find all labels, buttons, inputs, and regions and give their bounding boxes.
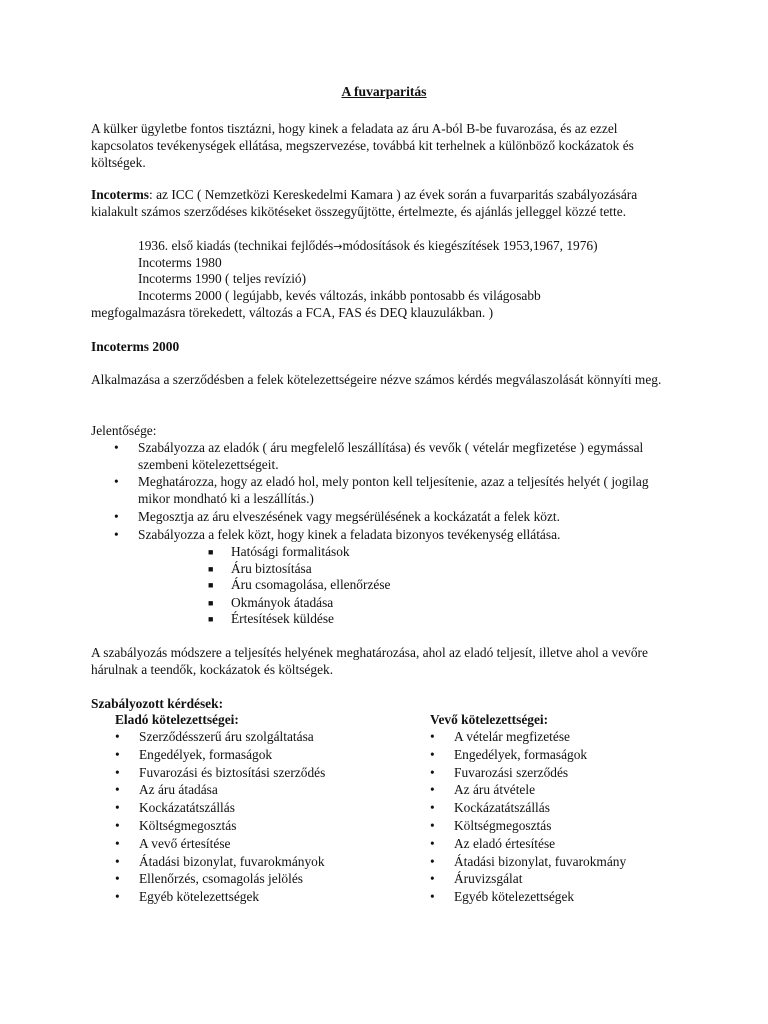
bullet-icon: • (430, 889, 435, 905)
bullet-icon: • (430, 871, 435, 887)
bullet-icon: • (115, 782, 120, 798)
bullet-icon: • (114, 527, 119, 542)
bullet-icon: • (114, 440, 119, 455)
bullet-icon: • (430, 729, 435, 744)
bullet-icon: • (115, 818, 120, 833)
bullet-icon: • (115, 746, 120, 762)
bullet-icon: • (114, 509, 119, 524)
method-paragraph: A szabályozás módszere a teljesítés helyének meghatározása, ahol az eladó teljesít, illetve ahol a vevőre hárulnak a teendők, kockázatok és költségek. (91, 645, 648, 677)
square-bullet-icon: ■ (208, 564, 214, 574)
bullet-icon: • (115, 889, 120, 905)
bullet-icon: • (430, 746, 435, 762)
incoterms-text: : az ICC ( Nemzetközi Kereskedelmi Kamara ) az évek során a fuvarparitás szabályozására kialakult számos szerződéses kikötéseket összegyűjtötte, értelmezte, és ajánlás jelleggel közzé tette. (91, 187, 638, 219)
document-page: A fuvarparitás A külker ügyletbe fontos tisztázni, hogy kinek a feladata az áru A-ból B-be fuvarozása, és az ezzel kapcsolatos tevékenységek ellátása, megszervezése, továbbá kit terhelnek a különböző kockázatok és költségek. Incoterms: az ICC ( Nemzetközi Kereskedelmi Kamara ) az évek során a fuvarparitás szabályozására kialakult számos szerződéses kikötéseket összegyűjtötte, értelmezte, és ajánlás jelleggel közzé tette. 1936. első kiadás (technikai fejlődés→módosítások és kiegészítések 1953,1967, 1976) Incoterms 1980 Incoterms 1990 ( teljes revízió) Incoterms 2000 ( legújabb, kevés változás, inkább pontosabb és világosabb megfogalmazásra törekedett, változás a FCA, FAS és DEQ klauzulákban. ) Incoterms 2000 Alkalmazása a szerződésben a felek kötelezettségeire nézve számos kérdés megválaszolását könnyíti meg. Jelentősége: • Szabályozza az eladók ( áru megfelelő leszállítása) és vevők ( vételár megfizetése ) egymással szembeni kötelezettségeit. • Meghatározza, hogy az eladó hol, mely ponton kell teljesítenie, azaz a teljesítés helyét ( jogilag mikor mondható ki a leszállítás.) • Megosztja az áru elveszésének vagy megsérülésének a kockázatát a felek közt. • Szabályozza a felek közt, hogy kinek a feladata bizonyos tevékenység ellátása. ■ Hatósági formalitások ■ Áru biztosítása ■ Áru csomagolása, ellenőrzése ■ Okmányok átadása ■ Értesítések küldése A szabályozás módszere a teljesítés helyének meghatározása, ahol az eladó teljesít, illetve ahol a vevőre hárulnak a teendők, kockázatok és költségek. Szabályozott kérdések: Eladó kötelezettségei: Vevő kötelezettségei: • Szerződésszerű áru szolgáltatása • Engedélyek, formaságok • Fuvarozási és biztosítási szerződés • Az áru átadása • Kockázatátszállás • Költségmegosztás • A vevő értesítése • Átadási bizonylat, fuvarokmányok • Ellenőrzés, csomagolás jelölés • Egyéb kötelezettségek • A vételár megfizetése • Engedélyek, formaságok • Fuvarozási szerződés • Az áru átvétele • Kockázatátszállás • Költségmegosztás • Az eladó értesítése • Átadási bizonylat, fuvarokmány • Áruvizsgálat • Egyéb kötelezettségek (0, 0, 768, 1024)
bullet-icon: • (430, 835, 435, 851)
bullet-icon: • (430, 800, 435, 816)
regulated-heading: Szabályozott kérdések: (91, 696, 224, 711)
application-paragraph: Alkalmazása a szerződésben a felek kötelezettségeire nézve számos kérdés megválaszolását könnyíti meg. (91, 372, 662, 387)
incoterms-paragraph (91, 187, 681, 221)
arrow-right-icon: → (333, 240, 343, 253)
page-title: A fuvarparitás (341, 84, 427, 99)
incoterms-label: Incoterms (91, 187, 150, 202)
bullet-icon: • (115, 729, 120, 744)
seller-heading: Eladó kötelezettségei: (115, 712, 239, 727)
bullet-icon: • (115, 835, 120, 851)
bullet-icon: • (115, 800, 120, 816)
bullet-icon: • (430, 853, 435, 869)
buyer-heading: Vevő kötelezettségei: (430, 712, 549, 727)
incoterms-2000-heading: Incoterms 2000 (91, 339, 180, 354)
square-bullet-icon: ■ (208, 614, 214, 624)
significance-label: Jelentősége: (91, 423, 157, 438)
bullet-icon: • (430, 782, 435, 798)
square-bullet-icon: ■ (208, 598, 214, 608)
bullet-icon: • (430, 818, 435, 833)
history-line-2: Incoterms 1980 (138, 255, 222, 270)
bullet-icon: • (114, 474, 119, 489)
bullet-icon: • (115, 853, 120, 869)
history-line-1: 1936. első kiadás (technikai fejlődés→módosítások és kiegészítések 1953,1967, 1976) (138, 238, 598, 253)
history-line-5: megfogalmazásra törekedett, változás a FCA, FAS és DEQ klauzulákban. ) (91, 305, 494, 320)
intro-paragraph: A külker ügyletbe fontos tisztázni, hogy kinek a feladata az áru A-ból B-be fuvarozása, és az ezzel kapcsolatos tevékenységek ellátása, megszervezése, továbbá kit terhelnek a különböző kockázatok és költségek. (91, 121, 634, 170)
bullet-icon: • (115, 871, 120, 887)
square-bullet-icon: ■ (208, 547, 214, 557)
bullet-icon: • (430, 764, 435, 780)
square-bullet-icon: ■ (208, 580, 214, 590)
history-line-3: Incoterms 1990 ( teljes revízió) (138, 271, 307, 286)
bullet-icon: • (115, 764, 120, 780)
history-line-4: Incoterms 2000 ( legújabb, kevés változás, inkább pontosabb és világosabb (138, 288, 541, 303)
